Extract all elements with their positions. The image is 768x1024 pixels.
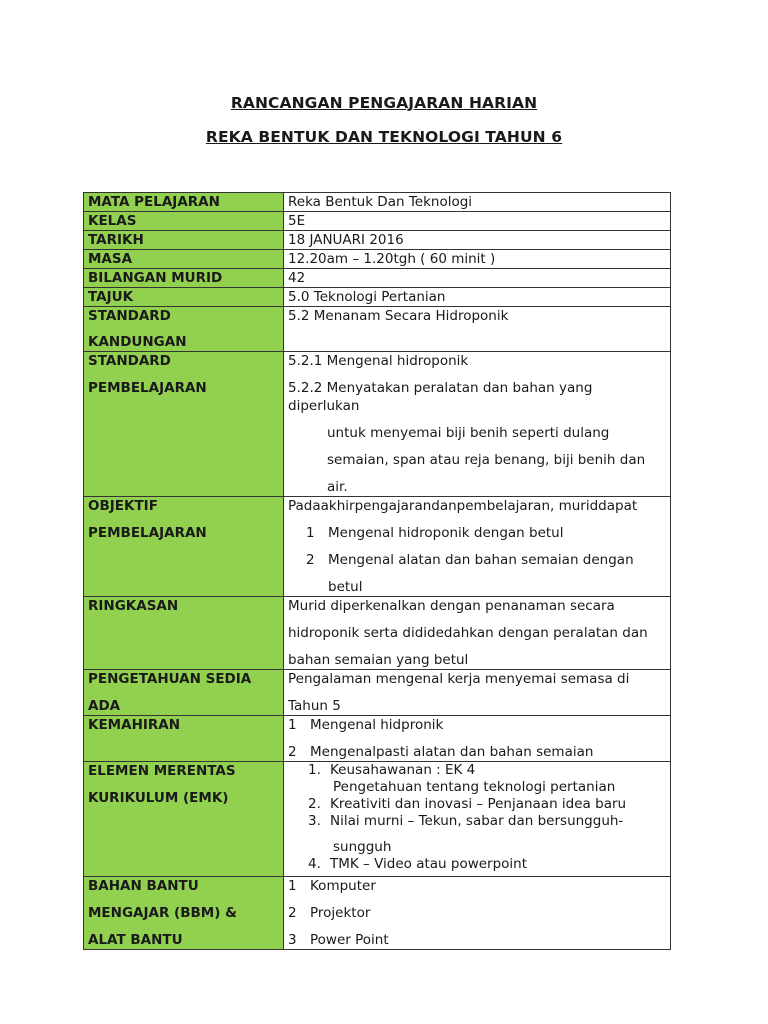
list-text: Keusahawanan : EK 4 [330,762,476,778]
list-item [288,904,666,922]
table-row [84,212,671,231]
document-subtitle: REKA BENTUK DAN TEKNOLOGI TAHUN 6 [205,128,563,146]
label-line: OBJEKTIF [88,498,158,514]
list-item [288,762,666,779]
table-row [84,497,671,597]
list-item [288,551,666,569]
row-label [84,877,284,950]
text-line: 5.2.2 Menyatakan peralatan dan bahan yang diperlukan [288,380,593,414]
row-value [284,497,671,597]
row-label: TAJUK [84,288,284,307]
row-label: BILANGAN MURID [84,269,284,288]
row-label: KEMAHIRAN [84,716,284,762]
list-number: 2 [306,552,315,568]
table-row [84,352,671,497]
text-line: Tahun 5 [288,698,341,714]
row-value: 5E [284,212,671,231]
lesson-plan-table [83,192,671,950]
table-row [84,250,671,269]
row-value: 5.2 Menanam Secara Hidroponik [284,307,671,352]
row-label: TARIKH [84,231,284,250]
text-line: Pengalaman mengenal kerja menyemai semasa di [288,671,630,687]
list-number: 2 [288,744,297,760]
label-line: STANDARD [88,308,171,324]
text-line: Murid diperkenalkan dengan penanaman secara [288,598,615,614]
row-value: 18 JANUARI 2016 [284,231,671,250]
list-text: Projektor [310,905,371,921]
row-value [284,352,671,497]
row-value [284,670,671,716]
list-text: Mengenal alatan dan bahan semaian dengan [328,552,634,568]
label-line: ALAT BANTU [88,932,183,948]
list-text: Nilai murni – Tekun, sabar dan bersungguh- [330,813,624,829]
row-value: 5.0 Teknologi Pertanian [284,288,671,307]
row-label [84,307,284,352]
table-row [84,288,671,307]
list-number: 4. [308,856,321,872]
list-number: 3 [288,932,297,948]
text-line: betul [328,579,363,595]
row-label: KELAS [84,212,284,231]
row-value [284,877,671,950]
list-item [288,813,666,830]
text-line: air. [327,479,348,495]
list-number: 1 [288,717,297,733]
row-value [284,716,671,762]
row-value [284,762,671,877]
list-number: 1 [306,525,315,541]
row-label [84,352,284,497]
list-text: Mengenal hidroponik dengan betul [328,525,564,541]
document-title: RANCANGAN PENGAJARAN HARIAN [230,94,538,112]
table-row [84,307,671,352]
row-label: MATA PELAJARAN [84,193,284,212]
text-line: Padaakhirpengajarandanpembelajaran, muriddapat [288,498,638,514]
row-value: 42 [284,269,671,288]
text-line: semaian, span atau reja benang, biji benih dan [327,452,646,468]
list-number: 3. [308,813,321,829]
row-label [84,497,284,597]
label-line: STANDARD [88,353,171,369]
table-row [84,670,671,716]
list-text: Mengenal hidpronik [310,717,444,733]
row-value [284,597,671,670]
table-row [84,597,671,670]
row-value: Reka Bentuk Dan Teknologi [284,193,671,212]
table-row [84,231,671,250]
label-line: ADA [88,698,121,714]
text-line: Pengetahuan tentang teknologi pertanian [333,779,616,795]
text-line: sungguh [333,839,392,855]
label-line: BAHAN BANTU [88,878,199,894]
label-line: ELEMEN MERENTAS [88,763,236,779]
row-value: 12.20am – 1.20tgh ( 60 minit ) [284,250,671,269]
list-item [288,524,666,542]
table-row [84,877,671,950]
list-text: Mengenalpasti alatan dan bahan semaian [310,744,594,760]
label-line: PEMBELAJARAN [88,380,207,396]
list-item [288,743,666,761]
text-line: bahan semaian yang betul [288,652,469,668]
table-row [84,716,671,762]
list-number: 1 [288,878,297,894]
table-row [84,762,671,877]
label-line: KANDUNGAN [88,334,187,350]
table-row [84,193,671,212]
list-item [288,877,666,895]
text-line: hidroponik serta dididedahkan dengan peralatan dan [288,625,648,641]
list-item [288,931,666,949]
label-line: KURIKULUM (EMK) [88,790,229,806]
label-line: PENGETAHUAN SEDIA [88,671,252,687]
text-line: untuk menyemai biji benih seperti dulang [327,425,610,441]
list-text: Kreativiti dan inovasi – Penjanaan idea baru [330,796,627,812]
list-number: 2. [308,796,321,812]
row-label [84,670,284,716]
row-label [84,762,284,877]
list-text: Power Point [310,932,389,948]
label-line: MENGAJAR (BBM) & [88,905,237,921]
row-label: MASA [84,250,284,269]
list-number: 2 [288,905,297,921]
text-line: 5.2.1 Mengenal hidroponik [288,353,469,369]
row-label: RINGKASAN [84,597,284,670]
label-line: PEMBELAJARAN [88,525,207,541]
list-number: 1. [308,762,321,778]
list-item [288,856,666,873]
list-item [288,716,666,734]
list-text: TMK – Video atau powerpoint [330,856,528,872]
table-row [84,269,671,288]
list-item [288,796,666,813]
list-text: Komputer [310,878,376,894]
